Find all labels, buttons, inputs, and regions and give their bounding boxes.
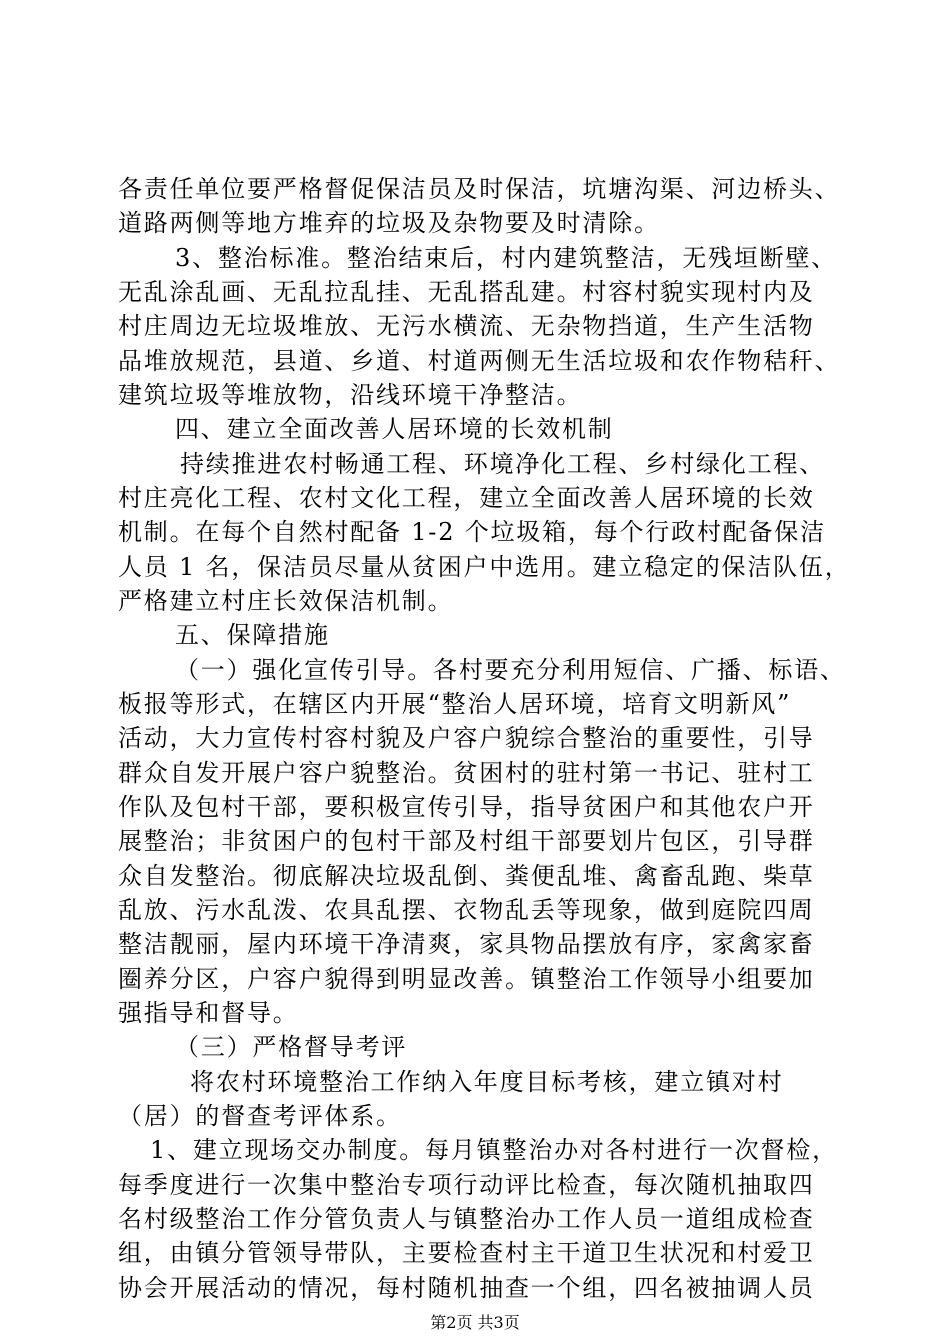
text-line: （居）的督查考评体系。 xyxy=(118,1102,402,1130)
text-line: 人员 1 名，保洁员尽量从贫困户中选用。建立稳定的保洁队伍， xyxy=(118,553,851,581)
text-line: 圈养分区，户容户貌得到明显改善。镇整治工作领导小组要加 xyxy=(118,965,815,993)
text-line: 展整治；非贫困户的包村干部及村组干部要划片包区，引导群 xyxy=(118,827,815,855)
section-heading: 四、建立全面改善人居环境的长效机制 xyxy=(175,415,614,443)
text-line: 协会开展活动的情况，每村随机抽查一个组，四名被抽调人员 xyxy=(118,1274,815,1302)
text-line: 村庄周边无垃圾堆放、无污水横流、无杂物挡道，生产生活物 xyxy=(118,312,815,340)
text-line: 将农村环境整治工作纳入年度目标考核，建立镇对村 xyxy=(190,1068,784,1096)
text-line: 1、建立现场交办制度。每月镇整治办对各村进行一次督检， xyxy=(150,1136,838,1164)
text-line: 名村级整治工作分管负责人与镇整治办工作人员一道组成检查 xyxy=(118,1205,815,1233)
text-line: 强指导和督导。 xyxy=(118,999,299,1027)
text-line: 机制。在每个自然村配备 1-2 个垃圾箱，每个行政村配备保洁 xyxy=(118,518,826,546)
text-line: 道路两侧等地方堆弃的垃圾及杂物要及时清除。 xyxy=(118,209,660,237)
text-line: 众自发整治。彻底解决垃圾乱倒、粪便乱堆、禽畜乱跑、柴草 xyxy=(118,862,815,890)
text-line: 板报等形式，在辖区内开展“整治人居环境，培育文明新风” xyxy=(118,690,792,718)
text-line: 3、整治标准。整治结束后，村内建筑整洁，无残垣断壁、 xyxy=(175,244,838,272)
text-line: 各责任单位要严格督促保洁员及时保洁，坑塘沟渠、河边桥头、 xyxy=(118,175,841,203)
section-heading: （三）严格督导考评 xyxy=(175,1033,408,1061)
page-number-footer: 第2页 共3页 xyxy=(430,1313,520,1332)
text-line: 持续推进农村畅通工程、环境净化工程、乡村绿化工程、 xyxy=(180,450,825,478)
text-line: 每季度进行一次集中整治专项行动评比检查，每次随机抽取四 xyxy=(118,1171,815,1199)
text-line: 乱放、污水乱泼、农具乱摆、衣物乱丢等现象，做到庭院四周 xyxy=(118,896,815,924)
text-line: 活动，大力宣传村容村貌及户容户貌综合整治的重要性，引导 xyxy=(118,724,815,752)
text-line: 严格建立村庄长效保洁机制。 xyxy=(118,587,454,615)
text-line: 作队及包村干部，要积极宣传引导，指导贫困户和其他农户开 xyxy=(118,793,815,821)
text-line: 无乱涂乱画、无乱拉乱挂、无乱搭乱建。村容村貌实现村内及 xyxy=(118,278,815,306)
text-line: 品堆放规范，县道、乡道、村道两侧无生活垃圾和农作物秸秆、 xyxy=(118,347,841,375)
section-heading: 五、保障措施 xyxy=(175,621,330,649)
text-line: 建筑垃圾等堆放物，沿线环境干净整洁。 xyxy=(118,381,583,409)
text-line: 村庄亮化工程、农村文化工程，建立全面改善人居环境的长效 xyxy=(118,484,815,512)
text-line: 整洁靓丽，屋内环境干净清爽，家具物品摆放有序，家禽家畜 xyxy=(118,930,815,958)
text-line: （一）强化宣传引导。各村要充分利用短信、广播、标语、 xyxy=(175,656,846,684)
text-line: 组，由镇分管领导带队，主要检查村主干道卫生状况和村爱卫 xyxy=(118,1239,815,1267)
text-line: 群众自发开展户容户貌整治。贫困村的驻村第一书记、驻村工 xyxy=(118,759,815,787)
